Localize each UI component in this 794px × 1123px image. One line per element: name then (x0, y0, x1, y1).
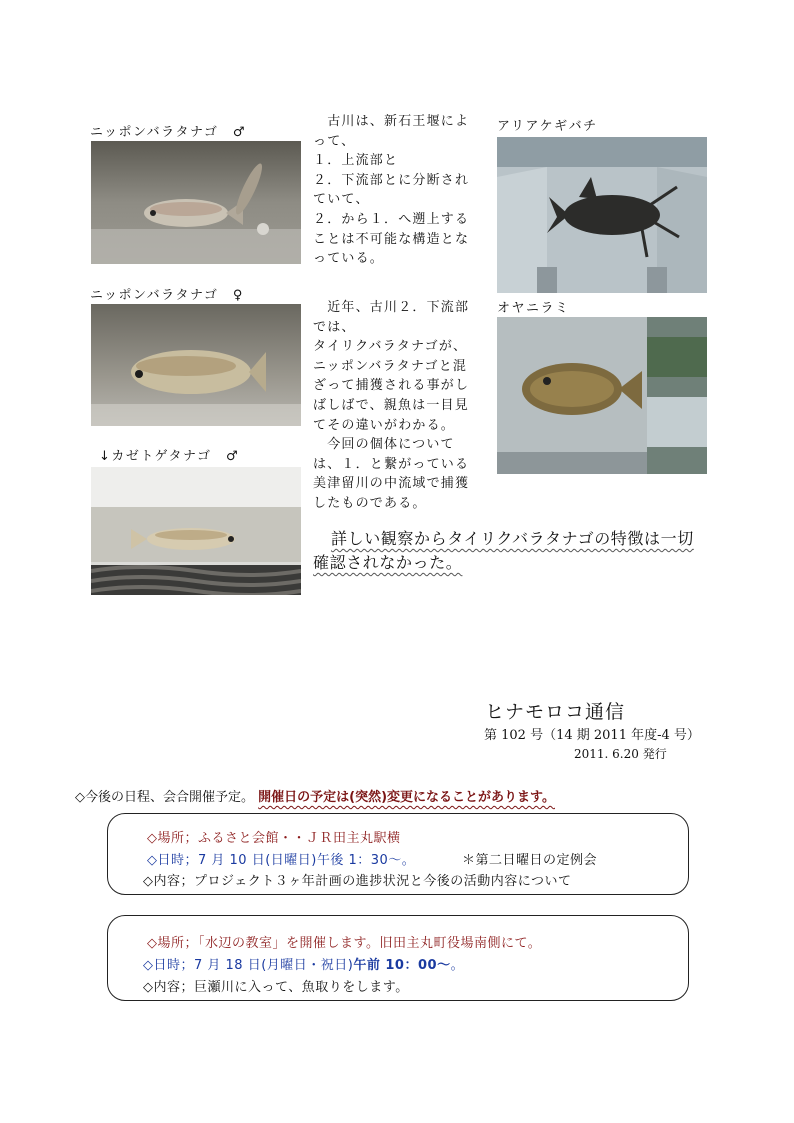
event2-datetime (143, 954, 464, 973)
article-paragraph-2 (313, 298, 469, 514)
schedule-intro-text: ◇今後の日程、会合開催予定。 (75, 790, 254, 805)
article-line: ことは不可能な構造とな (313, 231, 470, 247)
photo-caption-male-bara: ニッポンバラタナゴ ♂ (90, 125, 247, 140)
event1-content: ◇内容；プロジェクト３ヶ年計画の進捗状況と今後の活動内容について (143, 874, 572, 889)
article-line: １．上流部と (313, 153, 399, 169)
event1-note: ＊第二日曜日の定例会 (462, 853, 598, 868)
issue-number: 第 102 号（14 期 2011 年度-4 号） (484, 728, 700, 743)
article-line: っている。 (313, 251, 385, 267)
article-line: 今回の個体について (313, 437, 455, 453)
photo-nippon-baratanago-male (91, 141, 301, 264)
schedule-intro (75, 786, 555, 805)
article-line: ざって捕獲される事がし (313, 378, 470, 394)
event2-date-time: 午前 10：00～ (353, 958, 451, 973)
event2-date-value: 7 月 18 日(月曜日・祝日) (194, 958, 354, 973)
event2-date-label: ◇日時； (143, 958, 194, 973)
article-line: ２．から１．へ遡上する (313, 211, 470, 227)
conclusion-line-1: 詳しい観察からタイリクバラタナゴの特徴は一切 (331, 529, 694, 548)
photo-caption-female-bara: ニッポンバラタナゴ ♀ (90, 288, 244, 303)
article-line: では、 (313, 319, 356, 335)
event1-place: ◇場所；ふるさと会館・・ＪＲ田主丸駅横 (147, 831, 401, 846)
article-line: ばしばで、親魚は一目見 (313, 397, 469, 413)
photo-ariake-gibachi (497, 137, 707, 293)
article-line: ていて、 (313, 192, 370, 208)
schedule-warning: 開催日の予定は(突然)変更になることがあります。 (258, 790, 555, 805)
newsletter-title: ヒナモロコ通信 (485, 701, 626, 723)
photo-caption-ariake-gibachi: アリアケギバチ (497, 119, 598, 134)
event2-date-end: 。 (450, 958, 465, 973)
article-conclusion (313, 527, 694, 575)
article-line: タイリクバラタナゴが、 (313, 339, 468, 355)
article-line: って、 (313, 133, 356, 149)
conclusion-line-2: 確認されなかった。 (313, 553, 463, 572)
issue-date: 2011. 6.20 発行 (574, 747, 667, 761)
article-line: 古川は、新石王堰によ (313, 114, 470, 129)
article-line: ２．下流部とに分断され (313, 172, 470, 188)
photo-nippon-baratanago-female (91, 304, 301, 426)
event1-date-label: ◇日時； (147, 853, 198, 868)
event2-place: ◇場所；「水辺の教室」を開催します。旧田主丸町役場南側にて。 (147, 936, 542, 951)
article-line: 美津留川の中流域で捕獲 (313, 476, 470, 492)
article-line: てその違いがわかる。 (313, 417, 456, 433)
photo-caption-kazetoge: ↓カゼトゲタナゴ ♂ (99, 449, 240, 464)
article-paragraph-1 (313, 112, 469, 269)
event1-datetime (147, 849, 415, 868)
photo-oyanirami (497, 317, 707, 474)
photo-kazetoge-tanago (91, 467, 301, 595)
event1-date-value: 7 月 10 日(日曜日)午後 1：30～。 (198, 853, 416, 868)
event2-content: ◇内容；巨瀬川に入って、魚取りをします。 (143, 980, 409, 995)
photo-caption-oyanirami: オヤニラミ (497, 301, 570, 316)
article-line: ニッポンバラタナゴと混 (313, 358, 468, 374)
article-line: は、１．と繋がっている (313, 456, 470, 472)
article-line: したものである。 (313, 495, 427, 511)
article-line: 近年、古川２．下流部 (313, 300, 470, 315)
